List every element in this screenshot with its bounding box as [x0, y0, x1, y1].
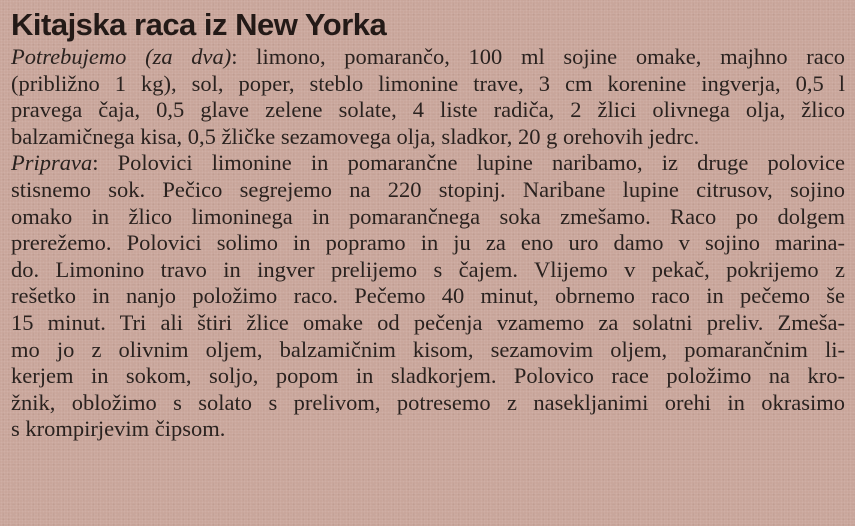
text-line: [11, 150, 845, 177]
text-line: 15 minut. Tri ali štiri žlice omake od pečenja vzamemo za solatni preliv. Zmeša-: [11, 309, 845, 335]
text-line: pravega čaja, 0,5 glave zelene solate, 4 liste radiča, 2 žlici olivnega olja, žlico: [11, 97, 845, 123]
recipe-body: [11, 44, 845, 443]
text-line: balzamičnega kisa, 0,5 žličke sezamovega olja, sladkor, 20 g orehovih jedrc.: [11, 123, 700, 149]
text-line: rešetko in nanjo položimo raco. Pečemo 40 minut, obrnemo raco in pečemo še: [11, 283, 845, 309]
text-line: omako in žlico limoninega in pomarančnega soka zmešamo. Raco po dolgem: [11, 203, 845, 229]
recipe-title: Kitajska raca iz New Yorka: [11, 7, 387, 42]
text-line: kerjem in sokom, soljo, popom in sladkorjem. Polovico race položimo na kro-: [11, 363, 845, 389]
text-line: s krompirjevim čipsom.: [11, 416, 226, 442]
text-line: žnik, obložimo s solato s prelivom, potresemo z nasekljanimi orehi in okrasimo: [11, 389, 845, 415]
text-line: (približno 1 kg), sol, poper, steblo limonine trave, 3 cm korenine ingverja, 0,5 l: [11, 70, 845, 96]
preparation-text: : Polovici limonine in pomarančne lupine naribamo, iz druge polovice: [92, 150, 845, 176]
ingredients-label: Potrebujemo (za dva): [11, 44, 232, 69]
text-line: stisnemo sok. Pečico segrejemo na 220 stopinj. Naribane lupine citrusov, sojino: [11, 176, 845, 202]
preparation-label: Priprava: [11, 150, 93, 176]
ingredients-text: : limono, pomarančo, 100 ml sojine omake, majhno raco: [231, 44, 845, 69]
text-line: [11, 44, 845, 71]
text-line: prerežemo. Polovici solimo in popramo in ju za eno uro damo v sojino marina-: [11, 230, 845, 256]
text-line: mo jo z olivnim oljem, balzamičnim kisom, sezamovim oljem, pomarančnim li-: [11, 336, 845, 362]
text-line: do. Limonino travo in ingver prelijemo s čajem. Vlijemo v pekač, pokrijemo z: [11, 256, 845, 282]
